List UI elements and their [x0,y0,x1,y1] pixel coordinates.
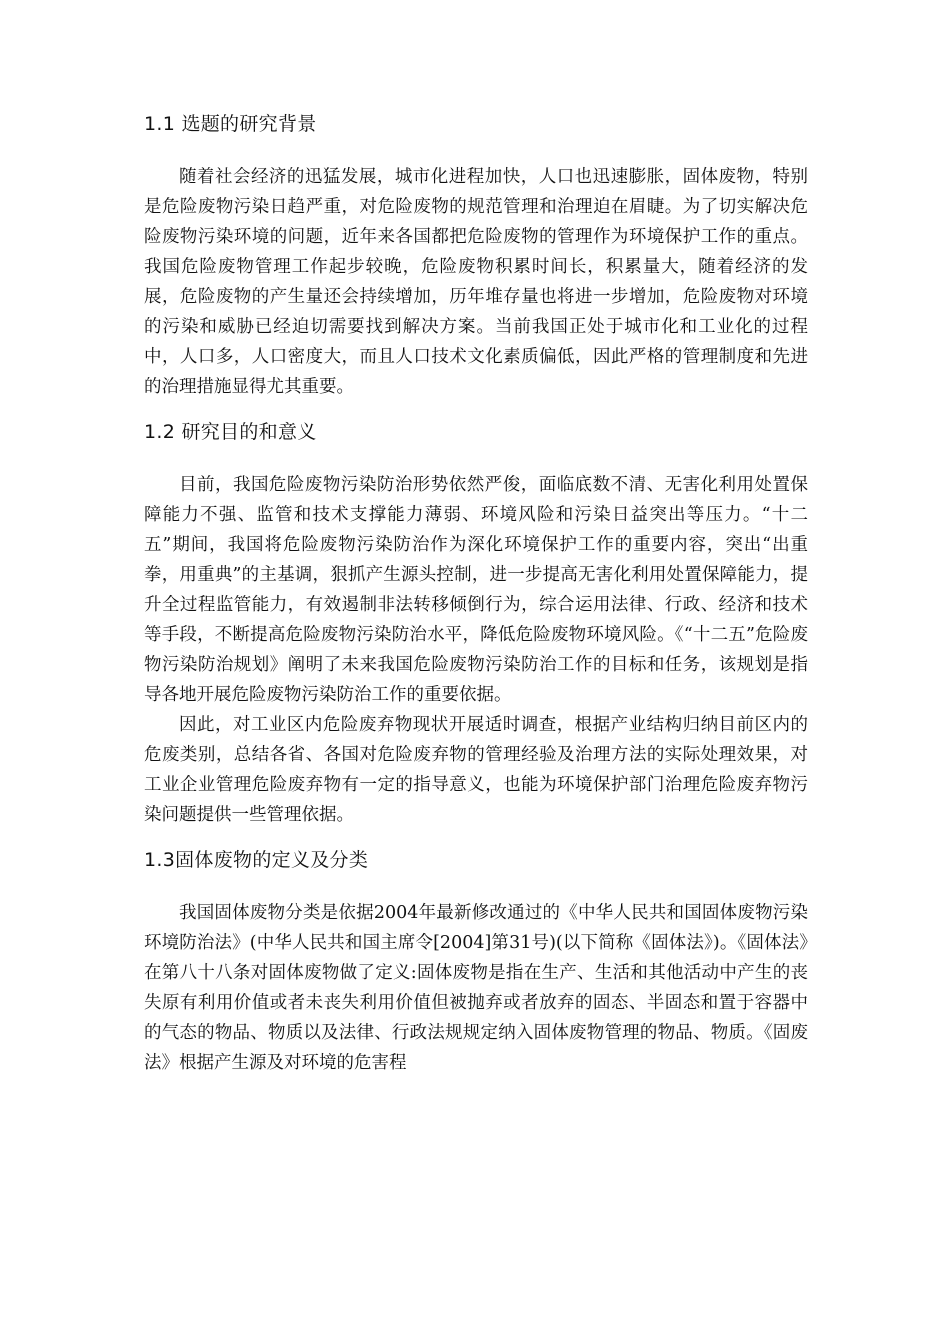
paragraph-background: 随着社会经济的迅猛发展，城市化进程加快，人口也迅速膨胀，固体废物，特别是危险废物污染日趋严重，对危险废物的规范管理和治理迫在眉睫。为了切实解决危险废物污染环境的问题，近年来各国都把危险废物的管理作为环境保护工作的重点。我国危险废物管理工作起步较晚，危险废物积累时间长，积累量大，随着经济的发展，危险废物的产生量还会持续增加，历年堆存量也将进一步增加，危险废物对环境的污染和威胁已经迫切需要找到解决方案。当前我国正处于城市化和工业化的过程中，人口多，人口密度大，而且人口技术文化素质偏低，因此严格的管理制度和先进的治理措施显得尤其重要。 [144,167,808,397]
document-page [144,110,808,1078]
spacer [144,874,808,898]
paragraph-significance: 因此，对工业区内危险废弃物现状开展适时调查，根据产业结构归纳目前区内的危废类别，总结各省、各国对危险废弃物的管理经验及治理方法的实际处理效果，对工业企业管理危险废弃物有一定的指导意义，也能为环境保护部门治理危险废弃物污染问题提供一些管理依据。 [144,715,808,825]
paragraph-purpose: 目前，我国危险废物污染防治形势依然严俊，面临底数不清、无害化利用处置保障能力不强、监管和技术支撑能力薄弱、环境风险和污染日益突出等压力。“十二五”期间，我国将危险废物污染防治作为深化环境保护工作的重要内容，突出“出重拳，用重典”的主基调，狠抓产生源头控制，进一步提高无害化利用处置保障能力，提升全过程监管能力，有效遏制非法转移倾倒行为，综合运用法律、行政、经济和技术等手段，不断提高危险废物污染防治水平，降低危险废物环境风险。《“十二五”危险废物污染防治规划》阐明了未来我国危险废物污染防治工作的目标和任务，该规划是指导各地开展危险废物污染防治工作的重要依据。 [144,475,808,705]
spacer [144,138,808,162]
section-heading-1-1: 1.1 选题的研究背景 [144,113,317,135]
spacer [144,830,808,846]
spacer [144,446,808,470]
section-heading-1-3: 1.3固体废物的定义及分类 [144,849,369,871]
section-heading-1-2: 1.2 研究目的和意义 [144,421,317,443]
paragraph-definition: 我国固体废物分类是依据2004年最新修改通过的《中华人民共和国固体废物污染环境防治法》(中华人民共和国主席令[2004]第31号)(以下简称《固体法》)。《固体法》在第八十八条对固体废物做了定义:固体废物是指在生产、生活和其他活动中产生的丧失原有利用价值或者未丧失利用价值但被抛弃或者放弃的固态、半固态和置于容器中的气态的物品、物质以及法律、行政法规规定纳入固体废物管理的物品、物质。《固废法》根据产生源及对环境的危害程 [144,903,808,1073]
spacer [144,402,808,418]
